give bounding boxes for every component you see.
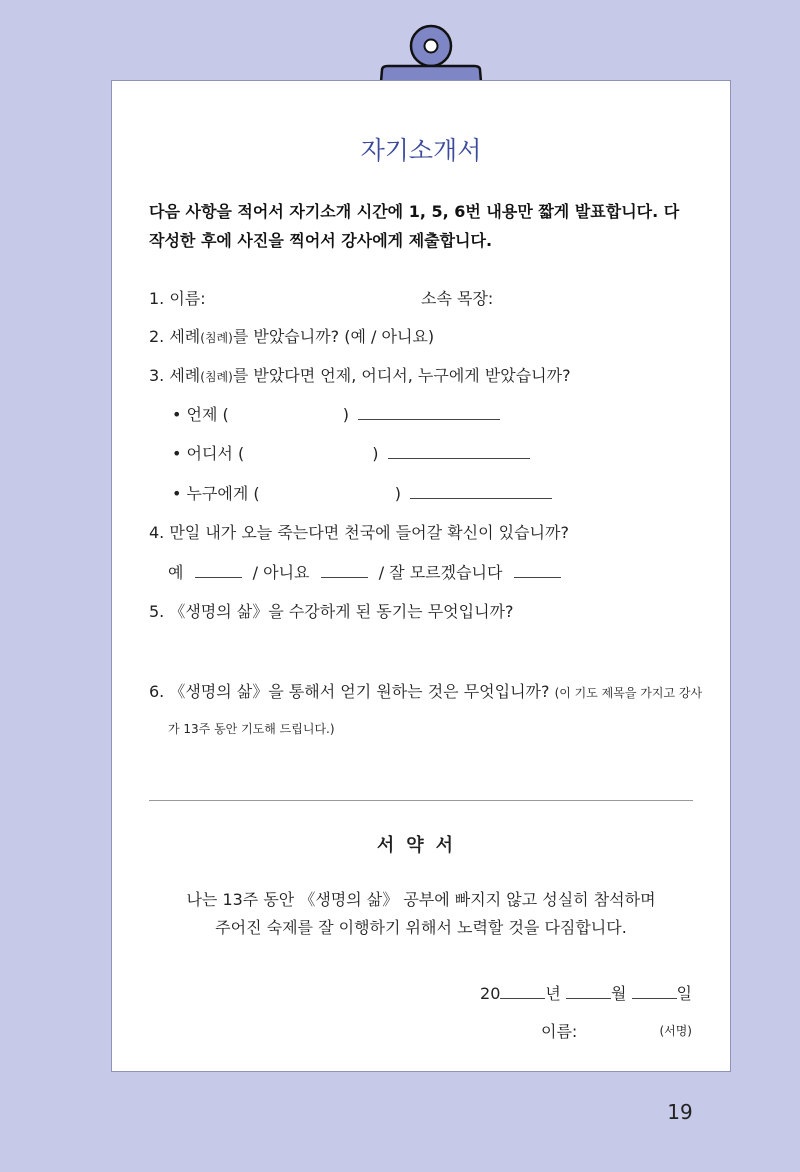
q1-name-label: 1. 이름: [149,289,206,308]
q3-item-close: ) [342,405,350,424]
answer-blank[interactable] [195,565,242,578]
year-prefix: 20 [480,984,501,1003]
q6-note: (이 기도 제목을 가지고 강사 [554,686,703,700]
page-title: 자기소개서 [360,136,482,165]
month-blank[interactable] [566,986,611,999]
answer-blank[interactable] [388,446,530,459]
q4-opt-no: / 아니요 [252,563,310,582]
q3-item-label: • 언제 ( [172,405,229,424]
q1-affiliation-label: 소속 목장: [421,289,494,308]
page-number: 19 [667,1100,693,1124]
q4-question: 4. 만일 내가 오늘 죽는다면 천국에 들어갈 확신이 있습니까? [149,523,569,542]
q4-opt-yes: 예 [168,563,184,582]
q3-item-label: • 어디서 ( [172,444,245,463]
q4-opt-unsure: / 잘 모르겠습니다 [378,563,503,582]
date-line [480,981,692,1004]
q5-question: 5. 《생명의 삶》을 수강하게 된 동기는 무엇입니까? [149,602,514,621]
q3-item-close: ) [372,444,379,463]
q3-item-close: ) [394,484,401,503]
answer-blank[interactable] [514,565,561,578]
q2-text: 2. 세례 [149,327,201,346]
pledge-line-2: 주어진 숙제를 잘 이행하기 위해서 노력할 것을 다짐합니다. [215,918,627,937]
answer-blank[interactable] [321,565,368,578]
q6-note-continued: 가 13주 동안 기도해 드립니다.) [168,722,335,736]
answer-blank[interactable] [410,486,552,499]
q3-rest: 를 받았다면 언제, 어디서, 누구에게 받았습니까? [232,366,571,385]
month-label: 월 [610,984,627,1003]
divider [149,800,693,801]
day-blank[interactable] [632,986,677,999]
q2-question [149,324,434,347]
answer-blank[interactable] [358,407,500,420]
q3-small: (침례) [200,370,233,384]
year-label: 년 [545,984,561,1003]
signature-label: (서명) [659,1024,692,1038]
form-sheet [111,80,731,1072]
day-label: 일 [676,984,692,1003]
q4-options [168,560,561,583]
q6-text: 6. 《생명의 삶》을 통해서 얻기 원하는 것은 무엇입니까? [149,682,550,701]
q3-text: 3. 세례 [149,366,201,385]
q3-item-where [172,441,530,464]
q2-small: (침례) [200,331,233,345]
pledge-title: 서약서 [376,835,466,856]
q3-item-when [172,402,500,425]
q3-item-label: • 누구에게 ( [172,484,260,503]
pledge-line-1: 나는 13주 동안 《생명의 삶》 공부에 빠지지 않고 성실히 참석하며 [186,890,656,909]
q3-item-whom [172,481,552,504]
q3-question [149,363,571,386]
q6-question [149,679,702,702]
year-blank[interactable] [500,986,545,999]
intro-text: 다음 사항을 적어서 자기소개 시간에 1, 5, 6번 내용만 짧게 발표합니다. 다 작성한 후에 사진을 찍어서 강사에게 제출합니다. [149,202,680,250]
signature-name-label: 이름: [541,1022,578,1041]
q2-rest: 를 받았습니까? (예 / 아니요) [232,327,435,346]
